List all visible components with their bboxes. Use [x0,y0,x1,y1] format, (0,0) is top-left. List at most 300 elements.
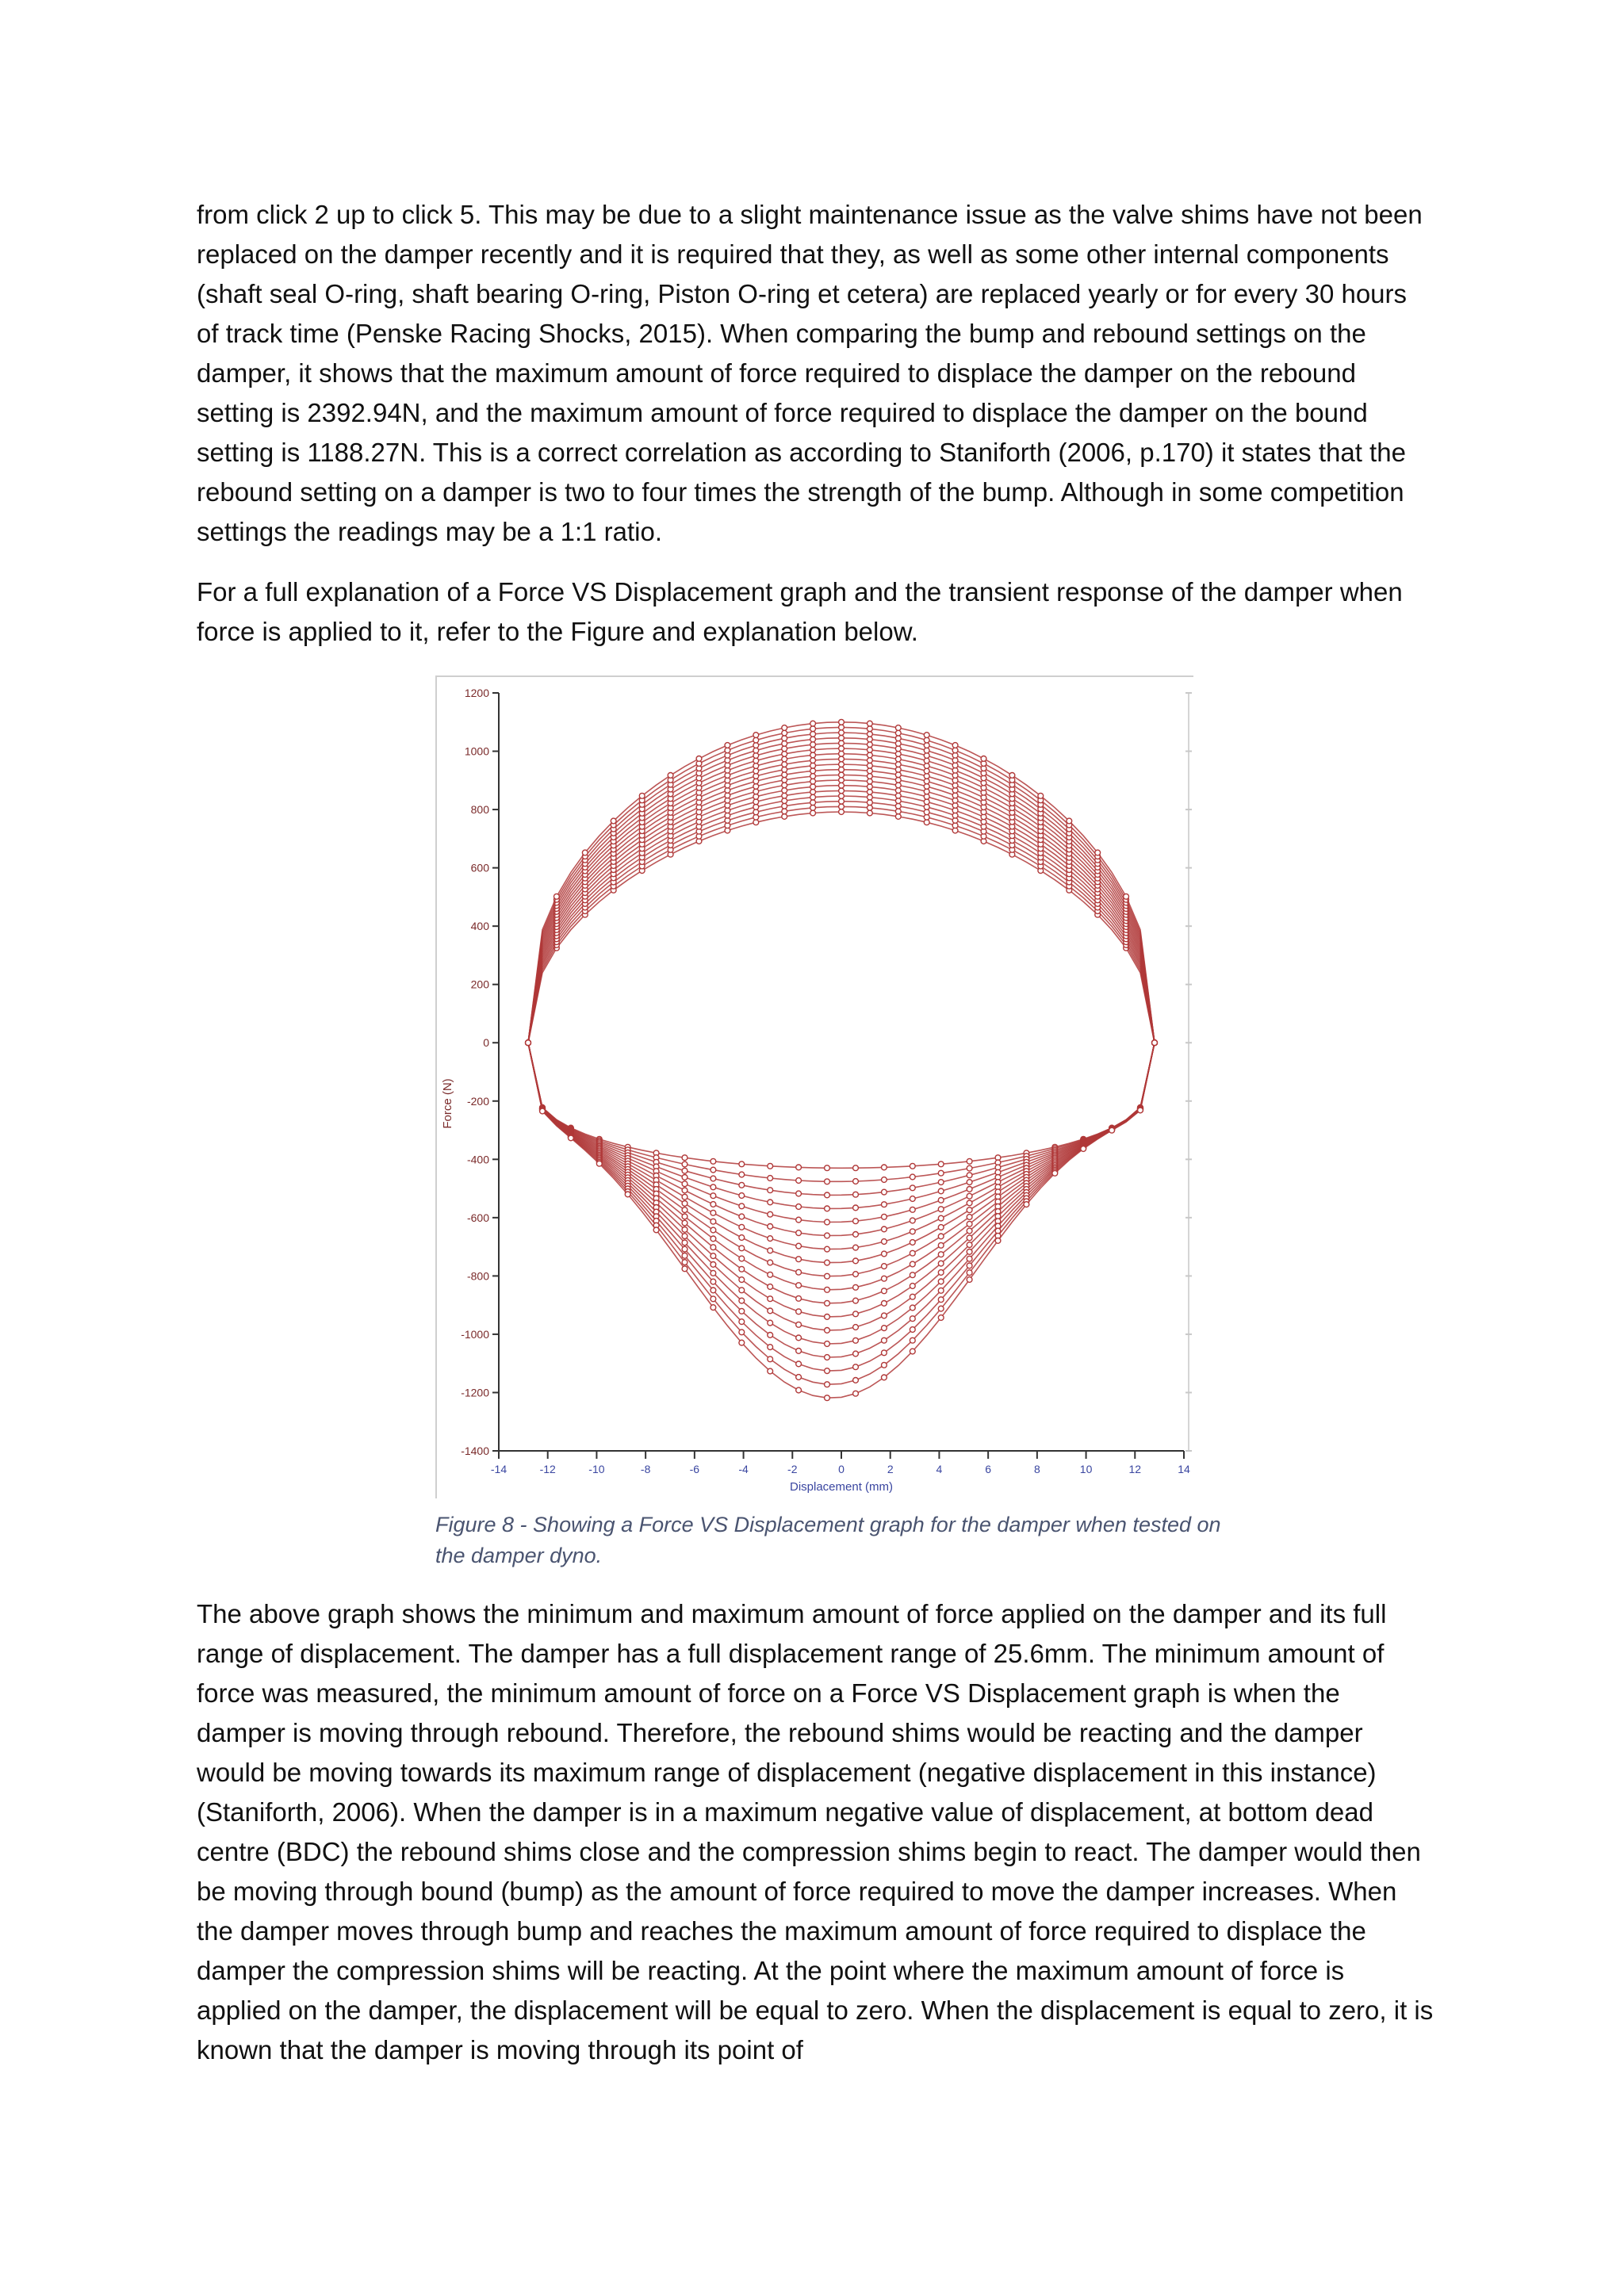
data-point [782,752,787,757]
x-tick-label: 8 [1033,1463,1040,1475]
data-point [768,1260,773,1265]
data-point [839,809,845,815]
data-point [853,1284,859,1290]
data-point [710,1279,716,1284]
data-point [839,730,845,736]
data-point [682,1253,688,1258]
data-point [868,768,873,774]
data-point [753,758,759,763]
data-point [768,1308,773,1314]
data-point [938,1188,944,1194]
data-point [853,1351,859,1357]
data-point [796,1191,802,1196]
data-point [768,1284,773,1290]
data-point [1009,773,1015,779]
data-point [938,1197,944,1203]
data-point [782,803,787,809]
data-point [796,1375,802,1380]
data-point [882,1177,887,1183]
data-point [967,1158,972,1164]
x-tick-label: 12 [1128,1463,1142,1475]
data-point [882,1313,887,1318]
data-point [910,1196,915,1202]
data-point [1138,1108,1143,1113]
data-point [895,777,901,783]
data-point [768,1357,773,1362]
y-tick-label: 600 [470,861,489,874]
data-point [924,748,929,753]
data-point [910,1284,915,1289]
data-point [882,1264,887,1269]
data-point [924,820,929,825]
data-point [910,1240,915,1246]
data-point [853,1391,859,1396]
data-point [810,721,816,726]
data-point [853,1311,859,1317]
data-point [710,1288,716,1293]
data-point [810,747,816,752]
data-point [895,762,901,767]
data-point [796,1204,802,1210]
data-point [796,1322,802,1327]
x-tick-label: -12 [539,1463,556,1475]
data-point [1024,1202,1029,1207]
data-point [924,804,929,809]
data-point [938,1261,944,1266]
data-point [910,1250,915,1256]
data-point [796,1387,802,1393]
data-point [868,805,873,810]
y-tick-label: 0 [483,1036,489,1050]
data-point [782,736,787,741]
data-point [868,784,873,790]
data-point [825,1273,830,1279]
data-point [739,1224,745,1230]
data-point [782,793,787,798]
data-point [768,1320,773,1326]
y-tick-label: -600 [466,1211,489,1224]
x-tick-label: 14 [1178,1463,1190,1475]
data-point [895,783,901,788]
data-point [895,788,901,794]
x-tick-label: 10 [1079,1463,1093,1475]
data-point [882,1276,887,1281]
data-point [810,790,816,795]
data-point [782,762,787,767]
data-point [967,1235,972,1241]
data-point [739,1203,745,1209]
data-point [882,1326,887,1331]
data-point [710,1193,716,1199]
data-point [796,1178,802,1184]
y-tick-label: -1400 [461,1445,489,1457]
data-point [825,1300,830,1306]
data-point [768,1200,773,1205]
x-tick-label: 4 [936,1463,943,1475]
data-point [910,1305,915,1311]
data-point [753,789,759,794]
data-point [924,799,929,805]
data-point [782,798,787,804]
data-point [853,1337,859,1343]
data-point [938,1180,944,1185]
data-point [967,1215,972,1220]
data-point [868,742,873,748]
data-point [868,774,873,779]
data-point [952,743,958,748]
data-point [796,1217,802,1223]
data-point [924,743,929,748]
data-point [910,1185,915,1191]
data-point [810,768,816,774]
data-point [739,1172,745,1177]
data-point [882,1362,887,1368]
data-point [825,1219,830,1225]
data-point [753,804,759,809]
data-point [1052,1170,1058,1176]
data-point [753,768,759,774]
data-point [582,850,588,855]
data-point [739,1277,745,1283]
data-point [739,1288,745,1293]
y-tick-label: -400 [466,1153,489,1166]
data-point [839,725,845,730]
data-point [839,735,845,740]
data-point [739,1330,745,1335]
data-point [739,1182,745,1188]
data-point [810,774,816,779]
data-point [938,1207,944,1212]
data-point [753,799,759,805]
data-point [967,1187,972,1192]
data-point [938,1297,944,1303]
data-point [825,1206,830,1211]
data-point [739,1161,745,1167]
data-point [868,732,873,737]
data-point [967,1173,972,1178]
data-point [938,1315,944,1321]
data-point [924,789,929,794]
data-point [810,800,816,806]
data-point [739,1298,745,1303]
data-point [895,752,901,757]
x-tick-label: -4 [738,1463,749,1475]
data-point [768,1211,773,1217]
data-point [825,1314,830,1320]
data-point [882,1301,887,1307]
data-point [782,740,787,746]
data-point [782,783,787,788]
data-point [967,1180,972,1185]
data-point [682,1155,688,1161]
data-point [910,1218,915,1223]
data-point [967,1277,972,1283]
data-point [967,1165,972,1171]
data-point [710,1296,716,1302]
data-point [739,1214,745,1219]
data-point [853,1378,859,1383]
data-point [924,733,929,738]
data-point [682,1188,688,1193]
data-point [868,763,873,768]
data-point [839,740,845,746]
y-tick-label: -800 [466,1269,489,1283]
data-point [839,778,845,783]
data-point [924,779,929,784]
data-point [782,788,787,794]
data-point [796,1335,802,1341]
data-point [839,756,845,762]
data-point [895,746,901,752]
y-tick-label: 1200 [464,687,489,699]
data-point [796,1165,802,1170]
y-tick-label: 200 [470,978,489,991]
data-point [967,1263,972,1269]
y-axis-label: Force (N) [441,1078,454,1129]
data-point [981,756,986,762]
data-point [853,1165,859,1171]
data-point [839,783,845,788]
data-point [895,803,901,809]
data-point [868,779,873,784]
data-point [810,752,816,758]
data-point [868,758,873,763]
data-point [682,1194,688,1200]
x-tick-label: -2 [787,1463,798,1475]
data-point [710,1176,716,1181]
body-paragraph: The above graph shows the minimum and maximum amount of force applied on the damper and its full range of displacement. The damper has a full displacement range of 25.6mm. The minimum amount of force was measured, the minimum amount of force on a Force VS Displacement graph is when the damper is moving through rebound. Therefore, the rebound shims would be reacting and the damper would be moving towards its maximum range of displacement (negative displacement in this instance) (Staniforth, 2006). When the damper is in a maximum negative value of displacement, at bottom dead centre (BDC) the rebound shims close and the compression shims begin to react. The damper would then be moving through bound (bump) as the amount of force required to move the damper increases. When the damper moves through bump and reaches the maximum amount of force required to displace the damper the compression shims will be reacting. At the point where the maximum amount of force is applied on the damper, the displacement will be equal to zero. When the displacement is equal to zero, it is known that the damper is moving through its point of [197,1599,1434,2064]
data-point [839,788,845,794]
data-point [839,767,845,772]
data-point [768,1333,773,1338]
data-point [768,1296,773,1302]
data-point [910,1272,915,1278]
data-point [682,1161,688,1167]
data-point [825,1179,830,1184]
data-point [882,1239,887,1245]
data-point [739,1266,745,1272]
data-point [782,809,787,814]
y-tick-label: -200 [466,1094,489,1108]
data-point [768,1345,773,1350]
data-point [710,1236,716,1242]
data-point [696,756,702,762]
data-point [768,1224,773,1230]
data-point [739,1235,745,1241]
data-point [753,763,759,769]
x-axis-label: Displacement (mm) [789,1480,894,1494]
data-point [938,1270,944,1276]
data-point [768,1188,773,1193]
data-point [924,758,929,763]
data-point [967,1228,972,1234]
data-point [810,805,816,810]
data-point [938,1234,944,1239]
data-point [768,1163,773,1169]
data-point [895,730,901,736]
data-point [868,747,873,752]
data-point [796,1230,802,1236]
data-point [924,763,929,769]
data-point [853,1232,859,1238]
data-point [796,1243,802,1249]
data-point [810,779,816,784]
data-point [768,1272,773,1277]
data-point [682,1240,688,1246]
data-point [825,1368,830,1374]
data-point [526,1040,531,1046]
data-point [868,800,873,806]
data-point [924,784,929,790]
data-point [895,740,901,746]
y-tick-label: -1200 [461,1386,489,1399]
data-point [825,1260,830,1265]
data-point [967,1200,972,1206]
data-point [739,1340,745,1345]
data-point [853,1325,859,1330]
data-point [710,1219,716,1224]
data-point [868,726,873,732]
data-point [1095,850,1101,855]
data-point [753,779,759,784]
data-point [882,1202,887,1207]
data-point [753,784,759,790]
data-point [1081,1146,1086,1152]
data-point [810,742,816,748]
data-point [853,1298,859,1303]
data-point [768,1368,773,1374]
data-point [682,1207,688,1213]
y-tick-label: 800 [470,803,489,817]
data-point [782,730,787,736]
data-point [569,1135,574,1141]
data-point [753,737,759,743]
data-point [895,756,901,762]
data-point [924,737,929,743]
data-point [1152,1040,1158,1046]
data-point [796,1361,802,1367]
data-point [938,1306,944,1311]
data-point [938,1279,944,1284]
data-point [853,1272,859,1277]
x-tick-label: -14 [490,1463,508,1475]
data-point [668,773,673,779]
data-point [995,1238,1001,1244]
data-point [739,1193,745,1199]
data-point [882,1375,887,1380]
y-tick-label: -1000 [461,1327,489,1341]
data-point [938,1242,944,1248]
data-point [825,1328,830,1334]
data-point [910,1294,915,1299]
data-point [967,1242,972,1248]
data-point [810,726,816,732]
data-point [710,1227,716,1233]
data-point [725,743,730,748]
data-point [868,810,873,816]
data-point [768,1176,773,1181]
data-point [753,809,759,815]
data-point [639,793,645,798]
data-point [882,1251,887,1257]
data-point [882,1337,887,1343]
data-point [825,1382,830,1387]
data-point [682,1246,688,1252]
data-point [839,772,845,778]
data-point [895,767,901,772]
data-point [895,793,901,798]
data-point [910,1229,915,1234]
data-point [782,767,787,772]
data-point [682,1168,688,1173]
x-tick-label: 0 [838,1463,845,1475]
data-point [739,1246,745,1251]
body-paragraph: from click 2 up to click 5. This may be due to a slight maintenance issue as the valve shims have not been replaced on the damper recently and it is required that they, as well as some other internal components (shaft seal O-ring, shaft bearing O-ring, Piston O-ring et cetera) are replaced yearly or for every 30 hours of track time (Penske Racing Shocks, 2015). When comparing the bump and rebound settings on the damper, it shows that the maximum amount of force required to displace the damper on the rebound setting is 2392.94N, and the maximum amount of force required to displace the damper on the bound setting is 1188.27N. This is a correct correlation as according to Staniforth (2006, p.170) it states that the rebound setting on a damper is two to four times the strength of the bump. Although in some competition settings the readings may be a 1:1 ratio. [197,200,1423,546]
data-point [710,1253,716,1259]
data-point [1124,894,1129,899]
data-point [710,1245,716,1250]
figure-caption: Figure 8 - Showing a Force VS Displacement graph for the damper when tested on the damper dyno. [435,1513,1221,1567]
data-point [895,736,901,741]
data-point [796,1349,802,1354]
data-point [910,1349,915,1354]
data-point [611,818,616,824]
data-point [882,1189,887,1195]
data-point [753,733,759,738]
data-point [839,719,845,725]
data-point [810,732,816,737]
data-point [782,725,787,731]
data-point [839,746,845,752]
data-point [938,1252,944,1257]
data-point [782,814,787,820]
data-point [682,1181,688,1187]
data-point [853,1364,859,1370]
data-point [825,1287,830,1292]
data-point [796,1295,802,1301]
data-point [882,1350,887,1356]
data-point [853,1258,859,1264]
data-point [910,1316,915,1322]
data-point [882,1288,887,1294]
chart-svg [437,677,1195,1500]
data-point [1067,818,1072,824]
data-point [710,1262,716,1268]
data-point [967,1256,972,1261]
data-point [810,810,816,816]
data-point [825,1165,830,1171]
data-point [895,798,901,804]
data-point [967,1221,972,1226]
data-point [739,1319,745,1325]
data-point [710,1210,716,1215]
data-point [910,1261,915,1267]
data-point [825,1395,830,1401]
x-tick-label: 6 [985,1463,992,1475]
chart-background [437,677,1195,1500]
data-point [895,725,901,731]
data-point [910,1163,915,1169]
data-point [924,768,929,774]
data-point [938,1170,944,1176]
data-point [796,1257,802,1262]
y-tick-label: 1000 [464,744,489,758]
data-point [796,1269,802,1275]
x-tick-label: 2 [887,1463,894,1475]
data-point [653,1227,659,1233]
data-point [682,1214,688,1219]
data-point [839,798,845,804]
